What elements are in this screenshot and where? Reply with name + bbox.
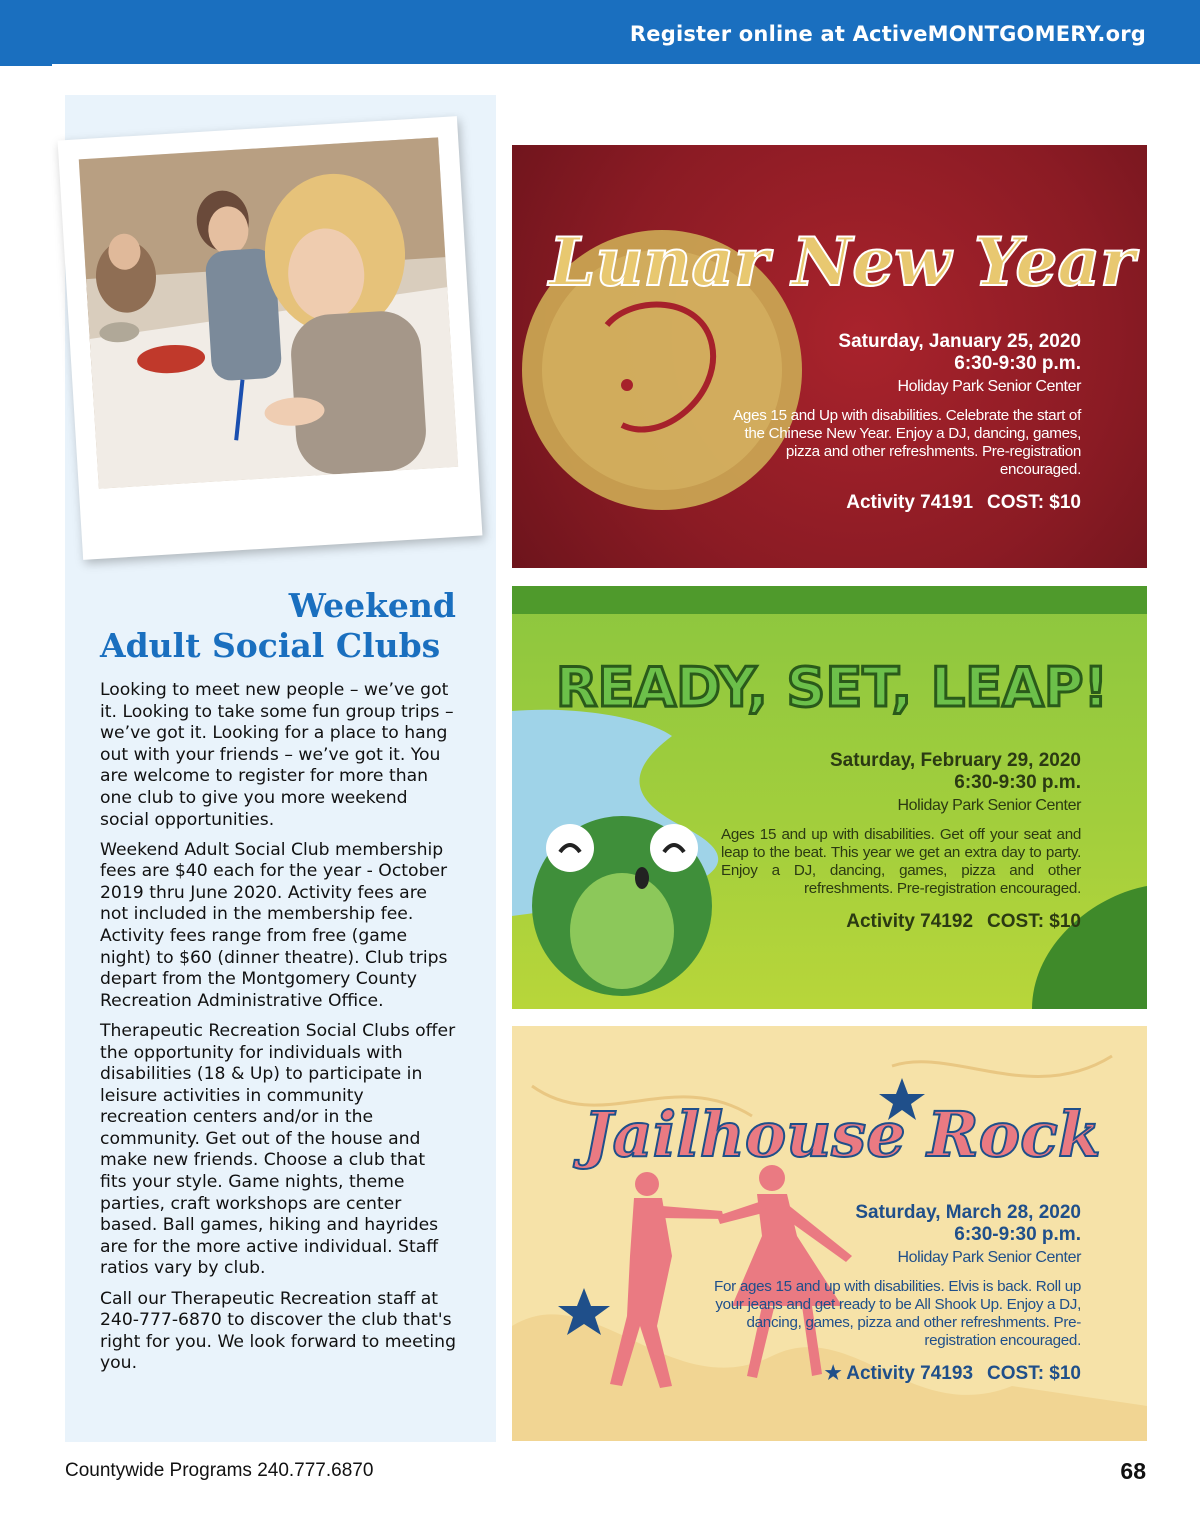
club-paragraph-contact: Call our Therapeutic Recreation staff at 240-777-6870 to discover the club that's right for you. We look forward to meeting you. — [100, 1288, 456, 1374]
leap-info — [721, 750, 1081, 934]
event-card-lunar-new-year — [512, 145, 1147, 568]
leap-venue: Holiday Park Senior Center — [897, 797, 1081, 814]
craft-group-photo — [79, 137, 458, 488]
club-paragraph-fees: Weekend Adult Social Club membership fees are $40 each for the year - October 2019 thru June 2020. Activity fees are not included in the membership fee. Activity fees range from free (game night) to $60 (dinner theatre). Club trips depart from the Montgomery County Recreation Administrative Office. — [100, 839, 448, 1011]
rock-description: For ages 15 and up with disabilities. Elvis is back. Roll up your jeans and get ready to be All Shook Up. Enjoy a DJ, dancing, games, pizza and other refreshments. Pre-registration encouraged. — [714, 1278, 1081, 1349]
lunar-time: 6:30-9:30 p.m. — [954, 353, 1081, 374]
photo-illustration — [79, 137, 458, 488]
leap-activity-number: Activity 74192 — [846, 911, 974, 932]
leap-title: READY, SET, LEAP! — [555, 656, 1109, 719]
rock-time: 6:30-9:30 p.m. — [954, 1224, 1081, 1245]
club-paragraph-therapeutic: Therapeutic Recreation Social Clubs offer the opportunity for individuals with disabilities (18 & Up) to participate in leisure activities in community recreation centers and/or in the community. Get out of the house and make new friends. Choose a club that fits your style. Game nights, theme parties, craft workshops are center based. Ball games, hiking and hayrides are for the more active individual. Staff ratios vary by club. — [100, 1020, 456, 1279]
club-title — [100, 586, 456, 666]
lunar-description: Ages 15 and Up with disabilities. Celebrate the start of the Chinese New Year. Enjoy a DJ, dancing, games, pizza and other refreshments. Pre-registration encouraged. — [733, 407, 1081, 478]
header-edge — [0, 60, 52, 66]
club-paragraph-intro: Looking to meet new people – we’ve got it. Looking to take some fun group trips – we’ve got it. Looking for a place to hang out with your friends – we’ve got it. You are welcome to register for more than one club to give you more weekend social opportunities. — [100, 680, 454, 830]
rock-cost: COST: $10 — [987, 1363, 1081, 1384]
lunar-cost: COST: $10 — [987, 492, 1081, 513]
club-title-line1: Weekend — [288, 586, 456, 625]
photo-frame — [58, 116, 483, 560]
rock-title: Jailhouse Rock — [583, 1098, 1101, 1171]
lunar-activity-number: Activity 74191 — [846, 492, 974, 513]
event-card-ready-set-leap — [512, 586, 1147, 1009]
lunar-info — [721, 331, 1081, 515]
rock-date: Saturday, March 28, 2020 — [855, 1202, 1081, 1223]
club-title-line2: Adult Social Clubs — [100, 626, 441, 665]
header-bar — [0, 0, 1200, 64]
register-link[interactable]: Register online at ActiveMONTGOMERY.org — [629, 22, 1146, 46]
leap-activity-line — [721, 910, 1081, 934]
page-number: 68 — [1120, 1458, 1146, 1484]
leap-time: 6:30-9:30 p.m. — [954, 772, 1081, 793]
lunar-venue: Holiday Park Senior Center — [897, 378, 1081, 395]
lunar-date: Saturday, January 25, 2020 — [838, 331, 1081, 352]
event-card-jailhouse-rock — [512, 1026, 1147, 1441]
leap-description: Ages 15 and up with disabilities. Get off your seat and leap to the beat. This year we get an extra day to party. Enjoy a DJ, dancing, games, pizza and other refreshments. Pre-registration encouraged. — [721, 826, 1081, 897]
leap-cost: COST: $10 — [987, 911, 1081, 932]
rock-venue: Holiday Park Senior Center — [897, 1249, 1081, 1266]
footer-program-line: Countywide Programs 240.777.6870 — [65, 1460, 374, 1481]
rock-activity-line — [701, 1362, 1081, 1386]
rock-info — [701, 1202, 1081, 1386]
leap-date: Saturday, February 29, 2020 — [830, 750, 1081, 771]
lunar-activity-line — [721, 491, 1081, 515]
lunar-title: Lunar New Year — [549, 223, 1135, 301]
club-description — [100, 680, 456, 1383]
rock-activity-number: ★ Activity 74193 — [824, 1363, 974, 1384]
